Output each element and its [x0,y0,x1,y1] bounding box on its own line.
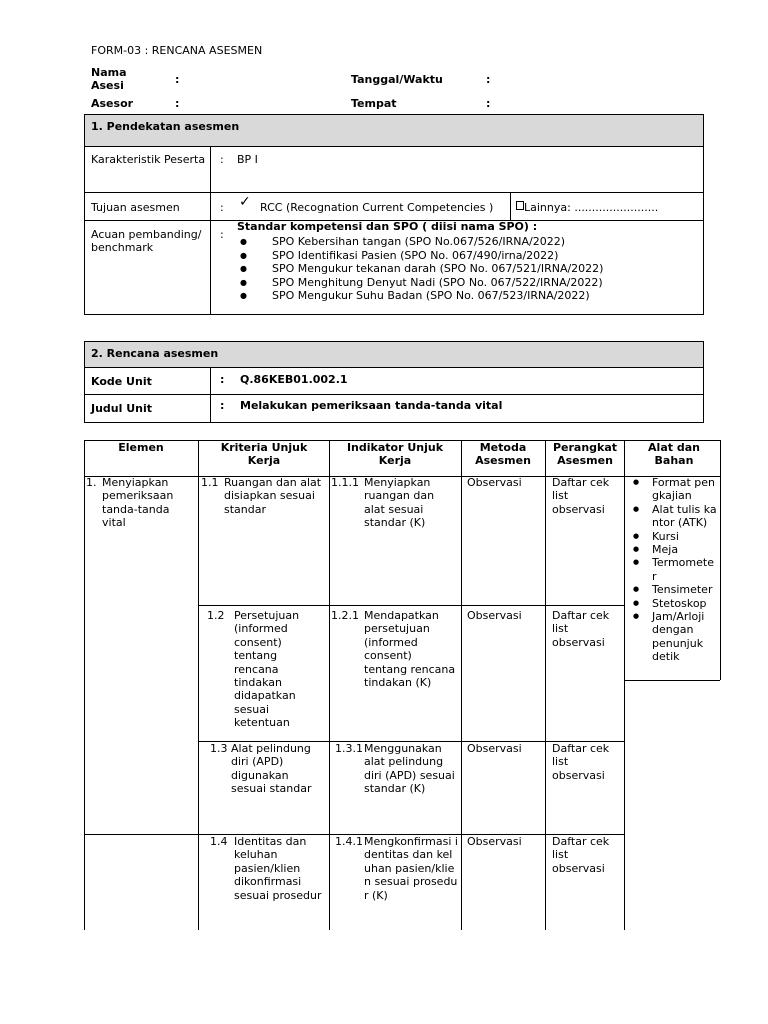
acuan-colon: : [220,228,224,241]
alat-item: ● Format pengkajian [630,476,718,503]
perangkat-text: Daftar cek list observasi [552,742,610,782]
header-elemen: Elemen [118,441,164,454]
kuk-text: Identitas dan keluhan pasien/klien dikonfirmasi sesuai prosedur [234,835,322,902]
alat-item: ● Termometer [630,556,718,583]
elemen-text: Menyiapkan pemeriksaan tanda-tanda vital [102,476,174,530]
tanggal-colon: : [486,73,491,86]
metoda-text: Observasi [467,609,522,622]
header-alat: Alat dan Bahan [648,441,700,468]
tujuan-label: Tujuan asesmen [91,201,180,214]
alat-item: ● Jam/Arloji dengan penunjuk detik [630,610,718,664]
kuk-number: 1.1 [201,476,219,489]
iuk-number: 1.3.1 [335,742,363,755]
checkmark-icon: ✓ [239,194,251,210]
iuk-text: Mengkonfirmasi identitas dan keluhan pasien/klien sesuai prosedur (K) [364,835,458,902]
iuk-number: 1.2.1 [331,609,359,622]
alat-item: ● Kursi [630,530,718,543]
spo-item: ● SPO Kebersihan tangan (SPO No.067/526/IRNA/2022) [236,235,603,249]
form-title: FORM-03 : RENCANA ASESMEN [91,44,263,57]
iuk-number: 1.1.1 [331,476,359,489]
spo-item: ● SPO Identifikasi Pasien (SPO No. 067/490/irna/2022) [236,249,603,263]
judul-unit-label: Judul Unit [91,402,153,415]
spo-item: ● SPO Menghitung Denyut Nadi (SPO No. 067/522/IRNA/2022) [236,276,603,290]
nama-asesi-label: Nama Asesi [91,66,127,92]
tanggal-label: Tanggal/Waktu [351,73,443,86]
iuk-text: Mendapatkan persetujuan (informed consent) tentang rencana tindakan (K) [364,609,456,690]
kuk-text: Alat pelindung diri (APD) digunakan sesuai standar [231,742,312,796]
karakteristik-label: Karakteristik Peserta [91,153,206,166]
iuk-text: Menyiapkan ruangan dan alat sesuai standar (K) [364,476,435,530]
header-kriteria: Kriteria Unjuk Kerja [220,441,308,468]
kuk-number: 1.3 [210,742,228,755]
karakteristik-value: BP I [237,153,258,166]
perangkat-text: Daftar cek list observasi [552,835,610,875]
alat-item: ● Meja [630,543,718,556]
judul-unit-value: Melakukan pemeriksaan tanda-tanda vital [240,399,503,412]
tempat-colon: : [486,97,491,110]
standar-title: Standar kompetensi dan SPO ( diisi nama SPO) : [237,220,538,233]
tujuan-value: RCC (Recognation Current Competencies ) [260,201,494,214]
nama-asesi-colon: : [175,73,180,86]
alat-list [630,476,718,664]
karakteristik-colon: : [220,153,224,166]
acuan-label: Acuan pembanding/ benchmark [91,228,202,255]
kode-unit-colon: : [220,373,225,386]
lainnya-checkbox[interactable] [516,201,524,210]
judul-unit-colon: : [220,399,225,412]
spo-item: ● SPO Mengukur Suhu Badan (SPO No. 067/523/IRNA/2022) [236,289,603,303]
section2-body [84,367,704,423]
elemen-number: 1. [86,476,97,489]
perangkat-text: Daftar cek list observasi [552,476,610,516]
section1-title: 1. Pendekatan asesmen [91,120,240,133]
kode-unit-label: Kode Unit [91,375,152,388]
asesor-label: Asesor [91,97,134,110]
metoda-text: Observasi [467,476,522,489]
iuk-number: 1.4.1 [335,835,363,848]
lainnya-label: Lainnya: ........................ [524,201,659,214]
alat-item: ● Alat tulis kantor (ATK) [630,503,718,530]
perangkat-text: Daftar cek list observasi [552,609,610,649]
kode-unit-value: Q.86KEB01.002.1 [240,373,348,386]
alat-item: ● Stetoskop [630,597,718,610]
metoda-text: Observasi [467,742,522,755]
kuk-text: Ruangan dan alat disiapkan sesuai standar [224,476,322,516]
iuk-text: Menggunakan alat pelindung diri (APD) sesuai standar (K) [364,742,455,796]
spo-list [236,235,603,303]
kuk-number: 1.4 [210,835,228,848]
kuk-text: Persetujuan (informed consent) tentang rencana tindakan didapatkan sesuai ketentuan [234,609,300,730]
alat-item: ● Tensimeter [630,583,718,596]
header-indikator: Indikator Unjuk Kerja [346,441,444,468]
tujuan-colon: : [220,201,224,214]
header-metoda: Metoda Asesmen [475,441,531,468]
header-perangkat: Perangkat Asesmen [552,441,618,468]
tempat-label: Tempat [351,97,397,110]
section2-title: 2. Rencana asesmen [91,347,219,360]
asesor-colon: : [175,97,180,110]
spo-item: ● SPO Mengukur tekanan darah (SPO No. 067/521/IRNA/2022) [236,262,603,276]
metoda-text: Observasi [467,835,522,848]
kuk-number: 1.2 [207,609,225,622]
